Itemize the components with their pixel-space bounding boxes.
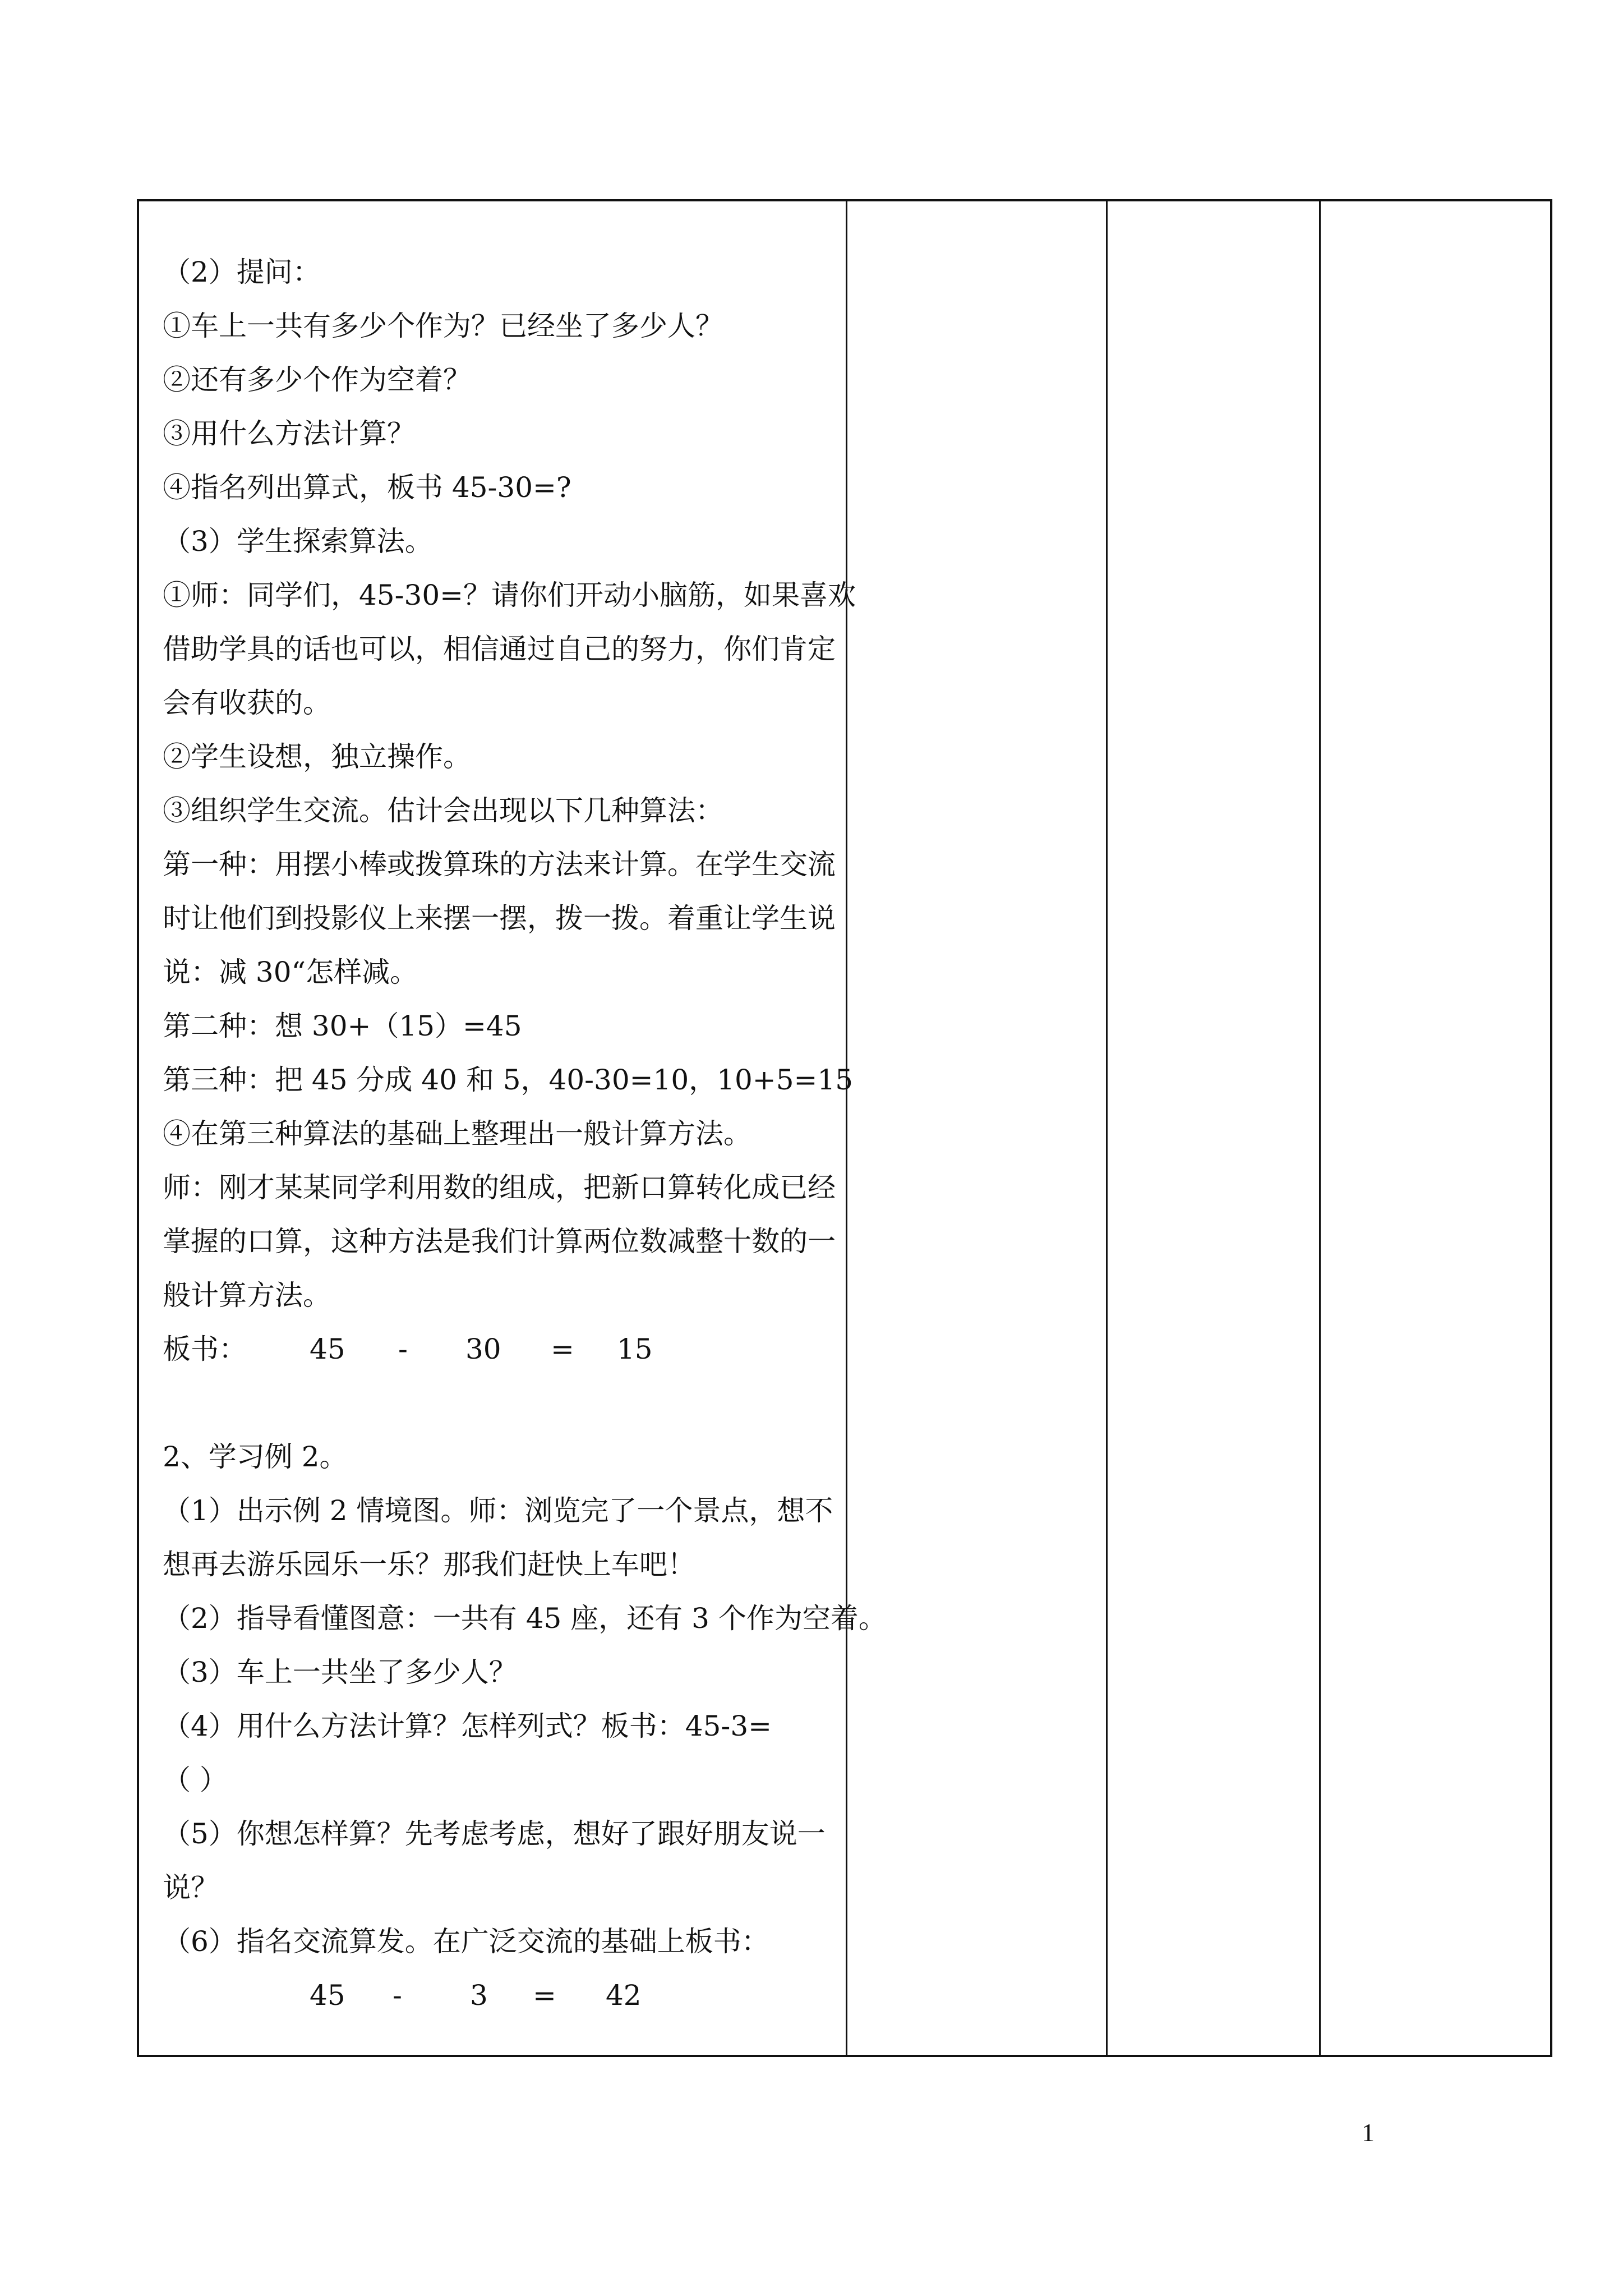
text-line: 2、学习例 2。 [163,1441,348,1473]
board-operand: 45 [310,1979,345,2012]
column-divider-3 [1319,201,1321,2055]
text-line: ③用什么方法计算？ [163,417,415,450]
text-line: 第二种：想 30+（15）=45 [163,1010,522,1042]
text-line: 借助学具的话也可以，相信通过自己的努力，你们肯定 [163,633,836,665]
text-line: （ ） [163,1764,228,1796]
board-operator: - [393,1979,402,2012]
text-line: 说：减 30“怎样减。 [163,956,418,988]
text-line: 第一种：用摆小棒或拨算珠的方法来计算。在学生交流 [163,848,836,881]
text-line: 般计算方法。 [163,1279,331,1312]
text-line: （6）指名交流算发。在广泛交流的基础上板书： [163,1925,769,1958]
text-line: （3）学生探索算法。 [163,525,433,558]
column-divider-2 [1106,201,1108,2055]
text-line: ①车上一共有多少个作为？已经坐了多少人？ [163,310,723,342]
text-line: ④在第三种算法的基础上整理出一般计算方法。 [163,1117,751,1150]
board-label: 板书： [163,1333,247,1365]
board-operand: 45 [310,1333,345,1365]
text-line: 说？ [163,1871,219,1904]
text-line: 掌握的口算，这种方法是我们计算两位数减整十数的一 [163,1225,836,1258]
board-equals: = [551,1333,574,1365]
text-line: 师：刚才某某同学利用数的组成，把新口算转化成已经 [163,1171,836,1204]
board-result: 42 [606,1979,642,2012]
text-line: ②还有多少个作为空着？ [163,364,471,396]
text-line: （2）指导看懂图意：一共有 45 座，还有 3 个作为空着。 [163,1602,887,1635]
text-line: ②学生设想，独立操作。 [163,740,471,773]
page-number: 1 [1362,2118,1375,2147]
column-divider-1 [846,201,847,2055]
text-line: 想再去游乐园乐一乐？那我们赶快上车吧！ [163,1548,695,1581]
board-operand: 3 [470,1979,488,2012]
text-line: ①师：同学们，45-30=？请你们开动小脑筋，如果喜欢 [163,579,856,611]
text-line: （3）车上一共坐了多少人？ [163,1656,517,1688]
text-line: 第三种：把 45 分成 40 和 5，40-30=10，10+5=15 [163,1064,854,1096]
text-line: 时让他们到投影仪上来摆一摆，拨一拨。着重让学生说 [163,902,836,935]
board-operator: - [398,1333,408,1365]
board-operand: 30 [465,1333,501,1365]
board-equals: = [533,1979,556,2012]
text-line: （2）提问： [163,256,321,288]
board-result: 15 [617,1333,653,1365]
text-line: （4）用什么方法计算？怎样列式？板书：45-3= [163,1710,772,1742]
text-line: ③组织学生交流。估计会出现以下几种算法： [163,794,723,827]
text-line: （1）出示例 2 情境图。师：浏览完了一个景点，想不 [163,1494,833,1527]
text-line: 会有收获的。 [163,687,331,719]
text-line: （5）你想怎样算？先考虑考虑，想好了跟好朋友说一 [163,1818,826,1850]
text-line: ④指名列出算式，板书 45-30=? [163,471,571,504]
